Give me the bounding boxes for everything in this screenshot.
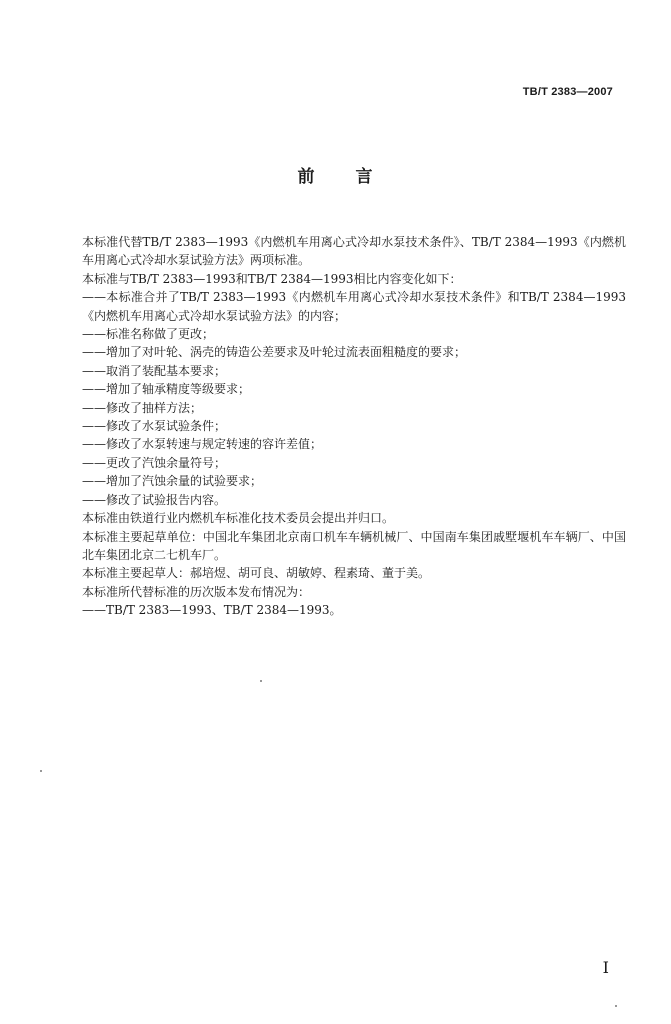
paragraph-drafting-units: 本标准主要起草单位：中国北车集团北京南口机车车辆机械厂、中国南车集团戚墅堰机车车辆厂、中国北车集团北京二七机车厂。 (82, 529, 626, 562)
history-item: ——TB/T 2383—1993、TB/T 2384—1993。 (82, 603, 342, 618)
title-char-2: 言 (355, 167, 374, 187)
scan-speck (615, 1005, 617, 1007)
change-item: ——更改了汽蚀余量符号； (82, 455, 227, 470)
paragraph-history: 本标准所代替标准的历次版本发布情况为： (82, 584, 311, 599)
page-title (0, 162, 671, 187)
paragraph-changes-intro: 本标准与TB/T 2383—1993和TB/T 2384—1993相比内容变化如下： (82, 271, 462, 286)
scan-speck (40, 770, 42, 772)
paragraph-merge: ——本标准合并了TB/T 2383—1993《内燃机车用离心式冷却水泵技术条件》和TB/T 2384—1993《内燃机车用离心式冷却水泵试验方法》的内容； (82, 290, 626, 323)
scan-speck (260, 680, 262, 682)
change-item: ——修改了水泵试验条件； (82, 419, 227, 434)
change-item: ——增加了汽蚀余量的试验要求； (82, 474, 263, 489)
change-item: ——修改了试验报告内容。 (82, 492, 227, 507)
change-item: ——取消了装配基本要求； (82, 363, 227, 378)
standard-code: TB/T 2383—2007 (522, 86, 613, 98)
change-item: ——标准名称做了更改； (82, 327, 215, 342)
change-item: ——修改了水泵转速与规定转速的容许差值； (82, 437, 323, 452)
paragraph-drafters: 本标准主要起草人：郝培煜、胡可良、胡敏婷、程素琦、董于美。 (82, 566, 431, 581)
foreword-body (58, 233, 626, 620)
page-number: I (602, 958, 609, 977)
change-item: ——增加了对叶轮、涡壳的铸造公差要求及叶轮过流表面粗糙度的要求； (82, 345, 467, 360)
paragraph-replaces: 本标准代替TB/T 2383—1993《内燃机车用离心式冷却水泵技术条件》、TB/T 2384—1993《内燃机车用离心式冷却水泵试验方法》两项标准。 (82, 235, 626, 268)
title-char-1: 前 (297, 167, 316, 187)
change-item: ——修改了抽样方法； (82, 400, 203, 415)
paragraph-proposer: 本标准由铁道行业内燃机车标准化技术委员会提出并归口。 (82, 511, 395, 526)
change-item: ——增加了轴承精度等级要求； (82, 382, 251, 397)
